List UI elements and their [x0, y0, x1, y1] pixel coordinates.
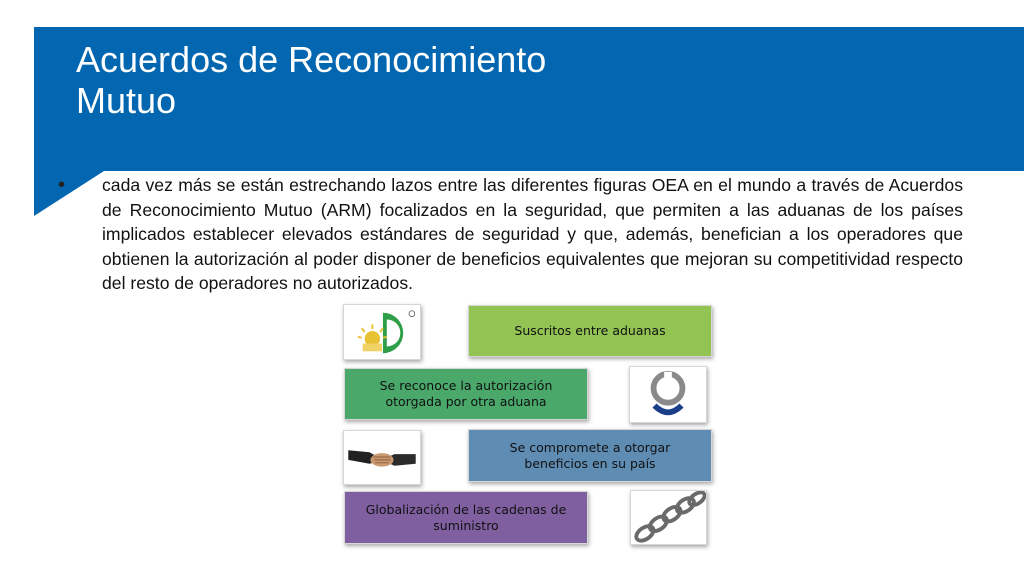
chain-icon	[630, 490, 707, 545]
bullet-body-text: cada vez más se están estrechando lazos entre las diferentes figuras OEA en el mundo a través de Acuerdos de Reconocimiento Mutuo (ARM) focalizados en la seguridad, que permiten a las aduanas de los países implicados establecer elevados estándares de seguridad y que, además, benefician a los operadores que obtienen la autorización al poder disponer de beneficios equivalentes que mejoran su competitividad respecto del resto de operadores no autorizados.	[102, 175, 963, 293]
panel-suscritos	[468, 305, 712, 357]
wco-logo-icon	[629, 366, 707, 423]
panel-globalizacion-label: Globalización de las cadenas de suministro	[365, 501, 567, 533]
slide-title	[76, 39, 976, 121]
panel-compromete	[468, 429, 712, 482]
banner-corner-accent	[34, 171, 104, 216]
oea-logo-icon	[343, 304, 421, 360]
panel-compromete-label: Se compromete a otorgar beneficios en su país	[509, 439, 671, 471]
slide-title-line-2: Mutuo	[76, 80, 177, 121]
panel-reconoce-label: Se reconoce la autorización otorgada por otra aduana	[379, 378, 553, 409]
panel-suscritos-label: Suscritos entre aduanas	[514, 323, 666, 338]
slide-title-line-1: Acuerdos de Reconocimiento	[76, 39, 547, 80]
bullet-marker: •	[58, 174, 66, 196]
panel-reconoce	[344, 368, 588, 420]
handshake-icon	[343, 430, 421, 485]
panel-globalizacion	[344, 491, 588, 544]
